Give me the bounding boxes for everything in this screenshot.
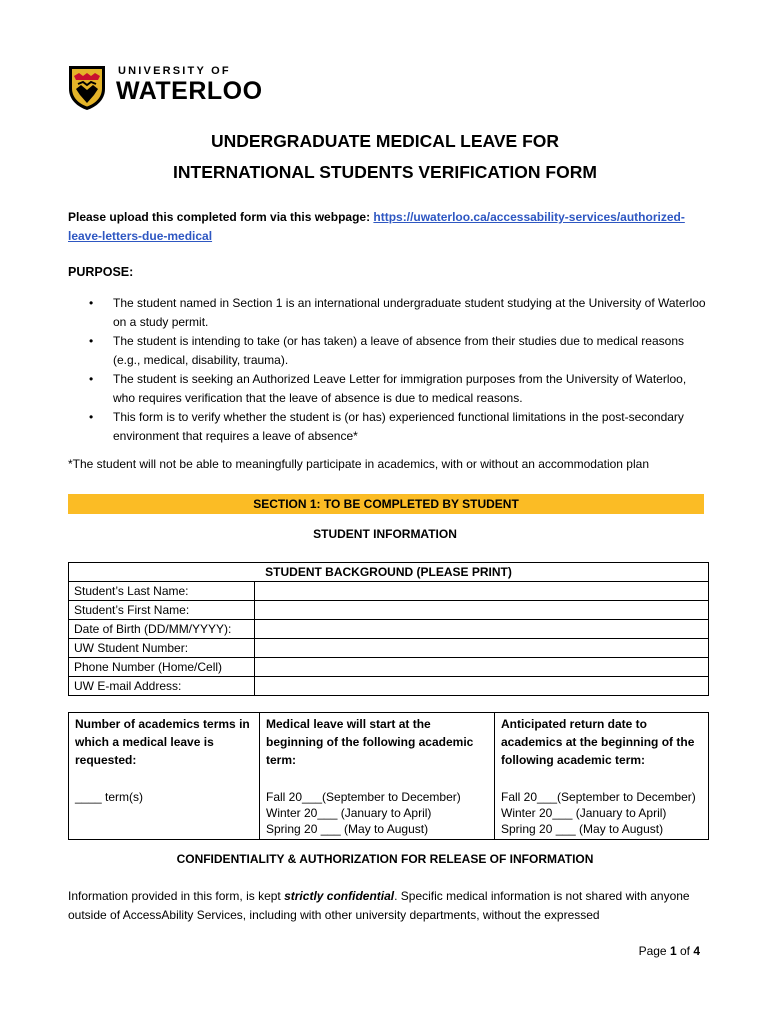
table-row [69,582,709,601]
form-title-line1: UNDERGRADUATE MEDICAL LEAVE FOR [210,131,560,151]
logo-waterloo: WATERLOO [116,77,263,105]
terms-count-field[interactable]: ____ term(s) [69,787,260,840]
return-date-header: Anticipated return date to academics at the beginning of the following academic term: [495,713,709,788]
field-label: UW E-mail Address: [69,677,255,696]
table-row [69,677,709,696]
upload-instructions [68,208,708,246]
purpose-item: • The student is seeking an Authorized Leave Letter for immigration purposes from the University of Waterloo, who requires verification that the leave of absence is due to medical reasons. [89,372,687,405]
bullet-icon: • [89,334,94,348]
purpose-item: • The student is intending to take (or has taken) a leave of absence from their studies due to medical reasons (e.g., medical, disability, trauma). [89,334,684,367]
confidential-emphasis: strictly confidential [284,889,395,903]
return-fall[interactable]: Fall 20___(September to December) [501,790,696,804]
confidentiality-heading: CONFIDENTIALITY & AUTHORIZATION FOR RELEASE OF INFORMATION [176,852,594,866]
upload-prefix: Please upload this completed form via this webpage: [68,210,374,224]
bullet-icon: • [89,372,94,386]
leave-start-header: Medical leave will start at the beginning of the following academic term: [260,713,495,788]
upload-link[interactable]: https://uwaterloo.ca/accessability-services/authorized- leave-letters-due-medical [68,210,685,243]
phone-number-field[interactable] [255,658,709,677]
student-background-header: STUDENT BACKGROUND (PLEASE PRINT) [69,563,709,582]
confidentiality-text: Information provided in this form, is kept strictly confidential. Specific medical information is not shared with anyone outside of AccessAbility Services, including with other university departments, without the expressed [68,889,690,922]
leave-terms-table [68,712,709,840]
leave-start-fall[interactable]: Fall 20___(September to December) [266,790,461,804]
field-label: Phone Number (Home/Cell) [69,658,255,677]
purpose-item: • The student named in Section 1 is an international undergraduate student studying at the University of Waterloo on a study permit. [89,296,706,329]
purpose-footnote: *The student will not be able to meaningfully participate in academics, with or without an accommodation plan [68,457,649,471]
return-spring[interactable]: Spring 20 ___ (May to August) [501,822,664,836]
university-logo [68,65,263,113]
table-row [69,639,709,658]
table-row [69,620,709,639]
section1-banner: SECTION 1: TO BE COMPLETED BY STUDENT [68,494,704,514]
table-row [69,658,709,677]
bullet-icon: • [89,410,94,424]
return-date-options[interactable] [495,787,709,840]
terms-count-header: Number of academics terms in which a medical leave is requested: [69,713,260,788]
student-info-heading: STUDENT INFORMATION [313,527,457,541]
leave-start-options[interactable] [260,787,495,840]
return-winter[interactable]: Winter 20___ (January to April) [501,806,667,820]
date-of-birth-field[interactable] [255,620,709,639]
student-number-field[interactable] [255,639,709,658]
purpose-item: • This form is to verify whether the student is (or has) experienced functional limitations in the post-secondary environment that requires a leave of absence* [89,410,684,443]
waterloo-shield-icon [68,65,106,111]
leave-start-winter[interactable]: Winter 20___ (January to April) [266,806,432,820]
field-label: Student’s Last Name: [69,582,255,601]
purpose-heading: PURPOSE: [68,265,134,279]
field-label: Date of Birth (DD/MM/YYYY): [69,620,255,639]
leave-start-spring[interactable]: Spring 20 ___ (May to August) [266,822,429,836]
field-label: Student’s First Name: [69,601,255,620]
form-title-line2: INTERNATIONAL STUDENTS VERIFICATION FORM [173,162,597,182]
purpose-list [68,294,708,446]
field-label: UW Student Number: [69,639,255,658]
last-name-field[interactable] [255,582,709,601]
table-row [69,601,709,620]
logo-university-of: UNIVERSITY OF [118,65,231,77]
student-background-table [68,562,709,696]
first-name-field[interactable] [255,601,709,620]
page-number: Page 1 of 4 [638,944,700,958]
bullet-icon: • [89,296,94,310]
email-field[interactable] [255,677,709,696]
